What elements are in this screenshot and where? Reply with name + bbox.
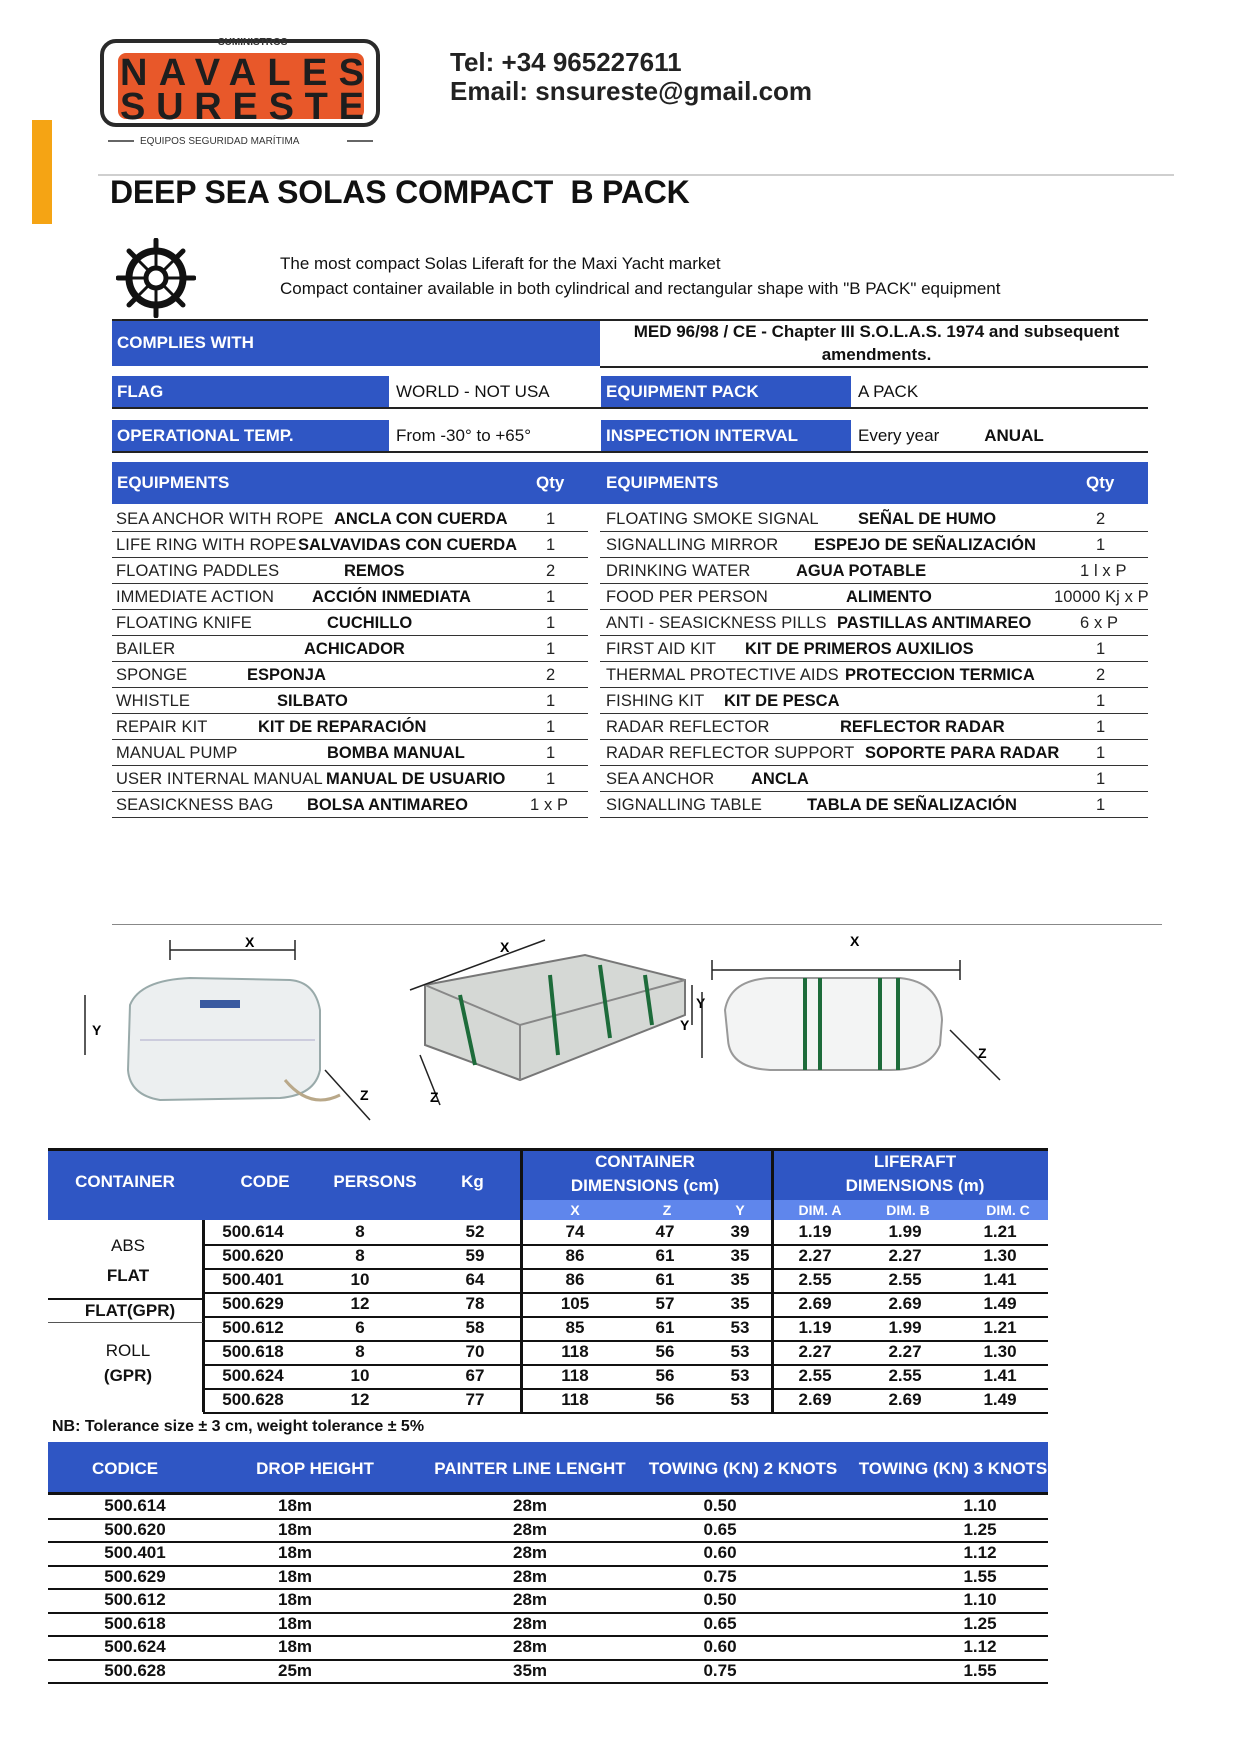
towing-cell-tow2: 0.60: [703, 1637, 737, 1656]
phone-text: Tel: +34 965227611: [450, 47, 682, 77]
equipment-qty: 1: [546, 744, 556, 762]
equipment-name: SIGNALLING TABLE: [606, 796, 762, 814]
dim-cell-b: 1.99: [888, 1318, 922, 1337]
dim-cell-x: 86: [565, 1270, 585, 1289]
equipment-name: SEA ANCHOR: [606, 770, 715, 788]
op-temp-label: OPERATIONAL TEMP.: [112, 420, 389, 452]
inspection-value-es: ANUAL: [984, 426, 1044, 445]
col-liferaft-dims: LIFERAFT DIMENSIONS (m): [845, 1152, 985, 1195]
intro-text: [280, 251, 1000, 301]
equipment-name: RADAR REFLECTOR: [606, 718, 770, 736]
equipment-name: FLOATING PADDLES: [116, 562, 280, 580]
equipment-qty: 2: [1096, 666, 1106, 684]
towing-cell-drop: 18m: [277, 1543, 313, 1562]
equipment-name-es: SEÑAL DE HUMO: [858, 510, 997, 528]
dim-cell-a: 2.27: [798, 1246, 832, 1265]
equipment-row: [602, 662, 1148, 688]
row-divider: [112, 817, 588, 818]
dim-cell-persons: 10: [350, 1270, 370, 1289]
equipment-name-es: SOPORTE PARA RADAR: [865, 744, 1060, 762]
towing-cell-drop: 18m: [277, 1496, 313, 1515]
equipment-name-es: KIT DE PRIMEROS AUXILIOS: [745, 640, 974, 658]
dim-x-label-1: X: [245, 934, 255, 950]
equipment-row: [112, 766, 582, 792]
rule: [48, 1492, 1048, 1495]
equipment-name-es: REFLECTOR RADAR: [840, 718, 1005, 736]
equipment-name: LIFE RING WITH ROPE: [116, 536, 297, 554]
equipment-qty: 1: [546, 614, 556, 632]
towing-cell-tow3: 1.12: [963, 1543, 997, 1562]
col-container: CONTAINER: [75, 1172, 175, 1191]
equipment-row: [112, 662, 582, 688]
dim-y-label-1: Y: [92, 1022, 102, 1038]
equipment-qty: 10000 Kj x P: [1054, 588, 1149, 606]
dim-cell-z: 61: [655, 1318, 675, 1337]
equipment-name-es: MANUAL DE USUARIO: [326, 770, 506, 788]
rule: [112, 451, 1148, 453]
dim-cell-b: 2.69: [888, 1294, 922, 1313]
col-towing-3: TOWING (KN) 3 KNOTS: [858, 1459, 1048, 1478]
equipment-qty: 1 x P: [530, 796, 569, 814]
equipment-pack-label: EQUIPMENT PACK: [601, 376, 851, 408]
towing-cell-tow2: 0.50: [703, 1496, 737, 1515]
equipment-qty: 1: [546, 588, 556, 606]
col-codice: CODICE: [91, 1459, 159, 1478]
equipment-name-es: BOLSA ANTIMAREO: [307, 796, 469, 814]
equipment-qty: 2: [1096, 510, 1106, 528]
dim-cell-c: 1.49: [983, 1294, 1017, 1313]
dim-cell-c: 1.30: [983, 1342, 1017, 1361]
section-divider: [112, 924, 1162, 925]
equipment-qty: 1: [1096, 640, 1106, 658]
equipment-name: SPONGE: [116, 666, 188, 684]
towing-cell-tow2: 0.75: [703, 1566, 737, 1586]
flat-container-image: [85, 934, 370, 1120]
tolerance-note: NB: Tolerance size ± 3 cm, weight tolerance ± 5%: [52, 1418, 425, 1435]
dim-cell-c: 1.49: [983, 1390, 1017, 1409]
equipment-qty: 1: [1096, 692, 1106, 710]
equipment-qty: 1: [546, 770, 556, 788]
equipment-row: [602, 688, 1148, 714]
equipment-name: SEASICKNESS BAG: [116, 796, 274, 814]
rule: [520, 1148, 523, 1412]
dim-cell-a: 1.19: [798, 1222, 832, 1241]
towing-cell-painter: 28m: [512, 1637, 548, 1656]
dim-y-label-2: Y: [696, 995, 706, 1011]
dim-cell-b: 2.27: [888, 1246, 922, 1265]
dim-cell-y: 35: [730, 1270, 750, 1289]
rule: [48, 1322, 203, 1323]
inspection-label: INSPECTION INTERVAL: [601, 420, 851, 452]
towing-cell-tow2: 0.65: [703, 1613, 737, 1633]
dim-cell-x: 85: [565, 1318, 585, 1337]
dim-cell-b: 2.55: [888, 1270, 922, 1289]
dim-cell-z: 61: [655, 1246, 675, 1265]
equipment-row: [602, 714, 1148, 740]
equipment-name-es: REMOS: [344, 562, 405, 580]
dim-cell-persons: 12: [350, 1294, 370, 1313]
equipment-name-es: TABLA DE SEÑALIZACIÓN: [807, 796, 1017, 814]
towing-cell-tow2: 0.60: [703, 1543, 737, 1562]
towing-cell-drop: 18m: [277, 1613, 313, 1633]
dim-cell-z: 57: [655, 1294, 675, 1313]
equipment-qty: 1: [546, 510, 556, 528]
dim-cell-persons: 6: [355, 1318, 365, 1337]
towing-cell-code: 500.620: [104, 1519, 166, 1539]
equipment-row: [112, 558, 582, 584]
equipment-name-es: BOMBA MANUAL: [327, 744, 465, 762]
row-divider: [203, 1412, 1048, 1414]
equipment-name: SIGNALLING MIRROR: [606, 536, 779, 554]
equipments-left-title: EQUIPMENTS: [117, 473, 230, 492]
dim-cell-c: 1.21: [983, 1222, 1017, 1241]
equipment-qty: 1: [546, 692, 556, 710]
equipments-right-title: EQUIPMENTS: [606, 473, 719, 492]
equipment-qty: 1: [1096, 796, 1106, 814]
towing-cell-drop: 18m: [277, 1637, 313, 1656]
group-flat-gpr: FLAT(GPR): [84, 1301, 176, 1320]
intro-line-2: Compact container available in both cylindrical and rectangular shape with "B PACK" equipment: [280, 279, 1001, 298]
dim-cell-y: 53: [730, 1390, 750, 1409]
equipment-row: [112, 740, 582, 766]
equipment-name: FOOD PER PERSON: [606, 588, 768, 606]
dim-cell-y: 53: [730, 1366, 750, 1385]
dim-cell-code: 500.628: [222, 1390, 284, 1409]
towing-cell-code: 500.614: [104, 1496, 166, 1515]
dim-cell-a: 2.55: [798, 1270, 832, 1289]
equipment-row: [112, 610, 582, 636]
dim-y-label-3: Y: [680, 1017, 690, 1033]
towing-cell-tow2: 0.75: [703, 1660, 737, 1680]
dim-cell-persons: 8: [355, 1342, 365, 1361]
dim-cell-persons: 12: [350, 1390, 370, 1409]
dim-cell-z: 56: [655, 1342, 675, 1361]
equipment-name-es: SILBATO: [277, 692, 348, 710]
equipment-qty: 1: [1096, 718, 1106, 736]
equipment-row: [112, 532, 582, 558]
dim-cell-x: 118: [561, 1342, 589, 1361]
logo-line1: NAVALES: [120, 52, 364, 94]
towing-cell-painter: 28m: [512, 1496, 548, 1515]
equipment-qty: 1: [546, 718, 556, 736]
dim-x-label-3: X: [850, 933, 860, 949]
equipment-name: SEA ANCHOR WITH ROPE: [116, 510, 324, 528]
flag-value: WORLD - NOT USA: [396, 382, 550, 401]
towing-cell-painter: 28m: [512, 1613, 548, 1633]
dim-cell-code: 500.629: [222, 1294, 284, 1313]
equipment-name: DRINKING WATER: [606, 562, 751, 580]
towing-cell-code: 500.629: [104, 1566, 166, 1586]
dim-cell-kg: 67: [465, 1366, 485, 1385]
equipment-row: [112, 636, 582, 662]
dim-cell-kg: 52: [465, 1222, 485, 1241]
towing-cell-code: 500.628: [104, 1660, 166, 1680]
dim-cell-kg: 70: [465, 1342, 485, 1361]
equipment-name-es: SALVAVIDAS CON CUERDA: [298, 536, 518, 554]
equipment-qty: 2: [546, 562, 556, 580]
qty-right-title: Qty: [1086, 473, 1115, 492]
col-container-dims: CONTAINER DIMENSIONS (cm): [570, 1152, 720, 1195]
equipment-qty: 2: [546, 666, 556, 684]
equipment-name-es: ACCIÓN INMEDIATA: [312, 588, 471, 606]
towing-cell-tow3: 1.10: [963, 1496, 997, 1515]
rule: [600, 366, 1148, 368]
row-divider: [600, 817, 1148, 818]
towing-cell-tow3: 1.25: [963, 1519, 997, 1539]
equipment-name: FIRST AID KIT: [606, 640, 717, 658]
equipment-name: FLOATING SMOKE SIGNAL: [606, 510, 819, 528]
page-title: DEEP SEA SOLAS COMPACT B PACK: [110, 174, 690, 210]
towing-cell-code: 500.618: [104, 1613, 166, 1633]
email-text: Email: snsureste@gmail.com: [450, 76, 813, 106]
equipment-row: [112, 506, 582, 532]
towing-cell-drop: 18m: [277, 1566, 313, 1586]
equipment-name: USER INTERNAL MANUAL: [116, 770, 323, 788]
complies-label: COMPLIES WITH: [112, 320, 600, 366]
equipment-name: RADAR REFLECTOR SUPPORT: [606, 744, 855, 762]
towing-cell-drop: 18m: [277, 1519, 313, 1539]
dim-cell-persons: 8: [355, 1246, 365, 1265]
rule: [112, 407, 1148, 409]
dim-z-label-1: Z: [360, 1087, 369, 1103]
dim-cell-b: 2.69: [888, 1390, 922, 1409]
towing-cell-drop: 18m: [277, 1590, 313, 1609]
towing-cell-painter: 28m: [512, 1590, 548, 1609]
dim-cell-b: 2.55: [888, 1366, 922, 1385]
group-roll: ROLL: [105, 1341, 151, 1360]
equipment-name: MANUAL PUMP: [116, 744, 238, 762]
dim-cell-a: 2.55: [798, 1366, 832, 1385]
dim-z-label-2: Z: [430, 1089, 439, 1105]
dim-cell-y: 53: [730, 1318, 750, 1337]
dim-cell-b: 1.99: [888, 1222, 922, 1241]
roll-container-image: [680, 933, 1000, 1080]
equipment-qty: 6 x P: [1080, 614, 1119, 632]
dim-cell-code: 500.620: [222, 1246, 284, 1265]
equipment-qty: 1: [1096, 744, 1106, 762]
dim-cell-y: 53: [730, 1342, 750, 1361]
towing-cell-code: 500.624: [104, 1637, 166, 1656]
company-logo: [98, 33, 383, 148]
equipment-name: WHISTLE: [116, 692, 191, 710]
qty-left-title: Qty: [536, 473, 565, 492]
logo-top-text: SUMINISTROS: [218, 37, 288, 48]
inspection-value-en: Every year: [858, 426, 940, 445]
dim-z-label-3: Z: [978, 1045, 987, 1061]
towing-cell-tow2: 0.50: [703, 1590, 737, 1609]
row-divider: [48, 1682, 1048, 1684]
dim-cell-code: 500.612: [222, 1318, 284, 1337]
equipment-row: [112, 688, 582, 714]
dim-x-label-2: X: [500, 939, 510, 955]
equipment-row: [602, 506, 1148, 532]
rectangular-container-image: [410, 939, 706, 1105]
equipment-qty: 1: [546, 536, 556, 554]
towing-cell-tow3: 1.12: [963, 1637, 997, 1656]
logo-bottom-text: EQUIPOS SEGURIDAD MARÍTIMA: [140, 136, 300, 147]
equipment-name-es: PROTECCION TERMICA: [845, 666, 1035, 684]
dim-cell-kg: 77: [465, 1390, 485, 1409]
dim-cell-x: 74: [565, 1222, 585, 1241]
dim-cell-x: 118: [561, 1366, 589, 1385]
dim-cell-z: 61: [655, 1270, 675, 1289]
equipment-name: BAILER: [116, 640, 176, 658]
equipment-qty: 1 l x P: [1080, 562, 1127, 580]
equipment-row: [602, 558, 1148, 584]
equipment-name-es: AGUA POTABLE: [796, 562, 927, 580]
towing-cell-tow3: 1.55: [963, 1566, 997, 1586]
dim-cell-persons: 10: [350, 1366, 370, 1385]
dim-cell-c: 1.41: [983, 1366, 1017, 1385]
equipment-name: IMMEDIATE ACTION: [116, 588, 275, 606]
dim-cell-x: 105: [560, 1294, 590, 1313]
towing-cell-painter: 35m: [512, 1660, 548, 1680]
equipment-row: [602, 584, 1148, 610]
dim-cell-y: 35: [730, 1246, 750, 1265]
equipment-name-es: ESPEJO DE SEÑALIZACIÓN: [814, 536, 1036, 554]
dim-cell-a: 2.69: [798, 1294, 832, 1313]
dim-cell-a: 1.19: [798, 1318, 832, 1337]
towing-cell-tow3: 1.55: [963, 1660, 997, 1680]
equipments-header: [112, 462, 1148, 504]
towing-cell-tow2: 0.65: [703, 1519, 737, 1539]
col-kg: Kg: [461, 1172, 484, 1191]
equipment-pack-value: A PACK: [858, 382, 919, 401]
ship-wheel-icon: [116, 238, 196, 318]
equipment-row: [112, 714, 582, 740]
col-x: X: [570, 1202, 580, 1218]
dim-cell-x: 86: [565, 1246, 585, 1265]
dim-cell-kg: 78: [465, 1294, 485, 1313]
rule: [771, 1148, 774, 1412]
dim-cell-z: 56: [655, 1390, 675, 1409]
col-dim-b: DIM. B: [886, 1202, 930, 1218]
dim-cell-c: 1.21: [983, 1318, 1017, 1337]
col-drop-height: DROP HEIGHT: [256, 1459, 374, 1478]
equipment-row: [602, 766, 1148, 792]
equipment-qty: 1: [1096, 770, 1106, 788]
towing-cell-tow3: 1.10: [963, 1590, 997, 1609]
towing-cell-tow3: 1.25: [963, 1613, 997, 1633]
dim-cell-y: 35: [730, 1294, 750, 1313]
equipment-name-es: KIT DE REPARACIÓN: [258, 718, 427, 736]
dim-cell-x: 118: [561, 1390, 589, 1409]
col-z: Z: [662, 1202, 672, 1218]
equipment-name: FISHING KIT: [606, 692, 705, 710]
dim-cell-c: 1.30: [983, 1246, 1017, 1265]
equipment-row: [602, 792, 1148, 818]
equipment-row: [602, 740, 1148, 766]
equipment-qty: 1: [546, 640, 556, 658]
towing-cell-code: 500.401: [104, 1543, 166, 1562]
dim-cell-a: 2.27: [798, 1342, 832, 1361]
dim-cell-kg: 58: [465, 1318, 485, 1337]
dim-cell-persons: 8: [355, 1222, 365, 1241]
dim-cell-c: 1.41: [983, 1270, 1017, 1289]
dim-cell-kg: 59: [465, 1246, 485, 1265]
equipment-name-es: ANCLA CON CUERDA: [334, 510, 508, 528]
group-flat: FLAT: [106, 1266, 150, 1285]
equipment-name-es: PASTILLAS ANTIMAREO: [837, 614, 1032, 632]
equipment-name-es: ESPONJA: [247, 666, 326, 684]
dim-cell-b: 2.27: [888, 1342, 922, 1361]
dim-cell-code: 500.614: [222, 1222, 284, 1241]
col-painter: PAINTER LINE LENGHT: [434, 1459, 626, 1478]
complies-value: MED 96/98 / CE - Chapter III S.O.L.A.S. 1974 and subsequent amendments.: [633, 322, 1120, 364]
flag-label: FLAG: [112, 376, 389, 408]
dim-cell-z: 56: [655, 1366, 675, 1385]
dim-cell-z: 47: [655, 1222, 675, 1241]
col-persons: PERSONS: [333, 1172, 417, 1191]
towing-cell-painter: 28m: [512, 1543, 548, 1562]
col-towing-2: TOWING (KN) 2 KNOTS: [648, 1459, 838, 1478]
equipment-row: [602, 532, 1148, 558]
equipment-name-es: ALIMENTO: [846, 588, 932, 606]
equipment-name-es: CUCHILLO: [327, 614, 413, 632]
group-abs: ABS: [110, 1236, 146, 1255]
equipment-row: [602, 610, 1148, 636]
col-code: CODE: [240, 1172, 290, 1191]
intro-line-1: The most compact Solas Liferaft for the Maxi Yacht market: [280, 254, 721, 273]
equipment-name-es: KIT DE PESCA: [724, 692, 840, 710]
equipment-name-es: ANCLA: [751, 770, 809, 788]
group-gpr: (GPR): [103, 1366, 153, 1385]
rule: [48, 1298, 203, 1300]
equipment-row: [112, 584, 582, 610]
col-dim-c: DIM. C: [986, 1202, 1030, 1218]
inspection-value: [853, 420, 1148, 452]
equipment-qty: 1: [1096, 536, 1106, 554]
op-temp-value: From -30° to +65°: [396, 426, 532, 445]
equipment-name: THERMAL PROTECTIVE AIDS: [606, 666, 839, 684]
equipment-name-es: ACHICADOR: [304, 640, 405, 658]
equipment-name: ANTI - SEASICKNESS PILLS: [606, 614, 827, 632]
dim-cell-a: 2.69: [798, 1390, 832, 1409]
accent-bar: [32, 120, 52, 224]
equipment-row: [602, 636, 1148, 662]
equipment-name: REPAIR KIT: [116, 718, 208, 736]
towing-cell-code: 500.612: [104, 1590, 166, 1609]
logo-line2: SURESTE: [120, 86, 364, 128]
towing-cell-painter: 28m: [512, 1519, 548, 1539]
towing-cell-drop: 25m: [277, 1660, 313, 1680]
dim-cell-kg: 64: [465, 1270, 485, 1289]
towing-cell-painter: 28m: [512, 1566, 548, 1586]
dim-cell-code: 500.624: [222, 1366, 284, 1385]
equipment-name: FLOATING KNIFE: [116, 614, 252, 632]
contact-block: [450, 48, 812, 106]
dim-cell-code: 500.401: [222, 1270, 284, 1289]
dim-cell-code: 500.618: [222, 1342, 284, 1361]
equipment-row: [112, 792, 582, 818]
col-y: Y: [735, 1202, 745, 1218]
col-dim-a: DIM. A: [798, 1202, 842, 1218]
container-illustrations: [80, 930, 1060, 1145]
dim-cell-y: 39: [730, 1222, 750, 1241]
